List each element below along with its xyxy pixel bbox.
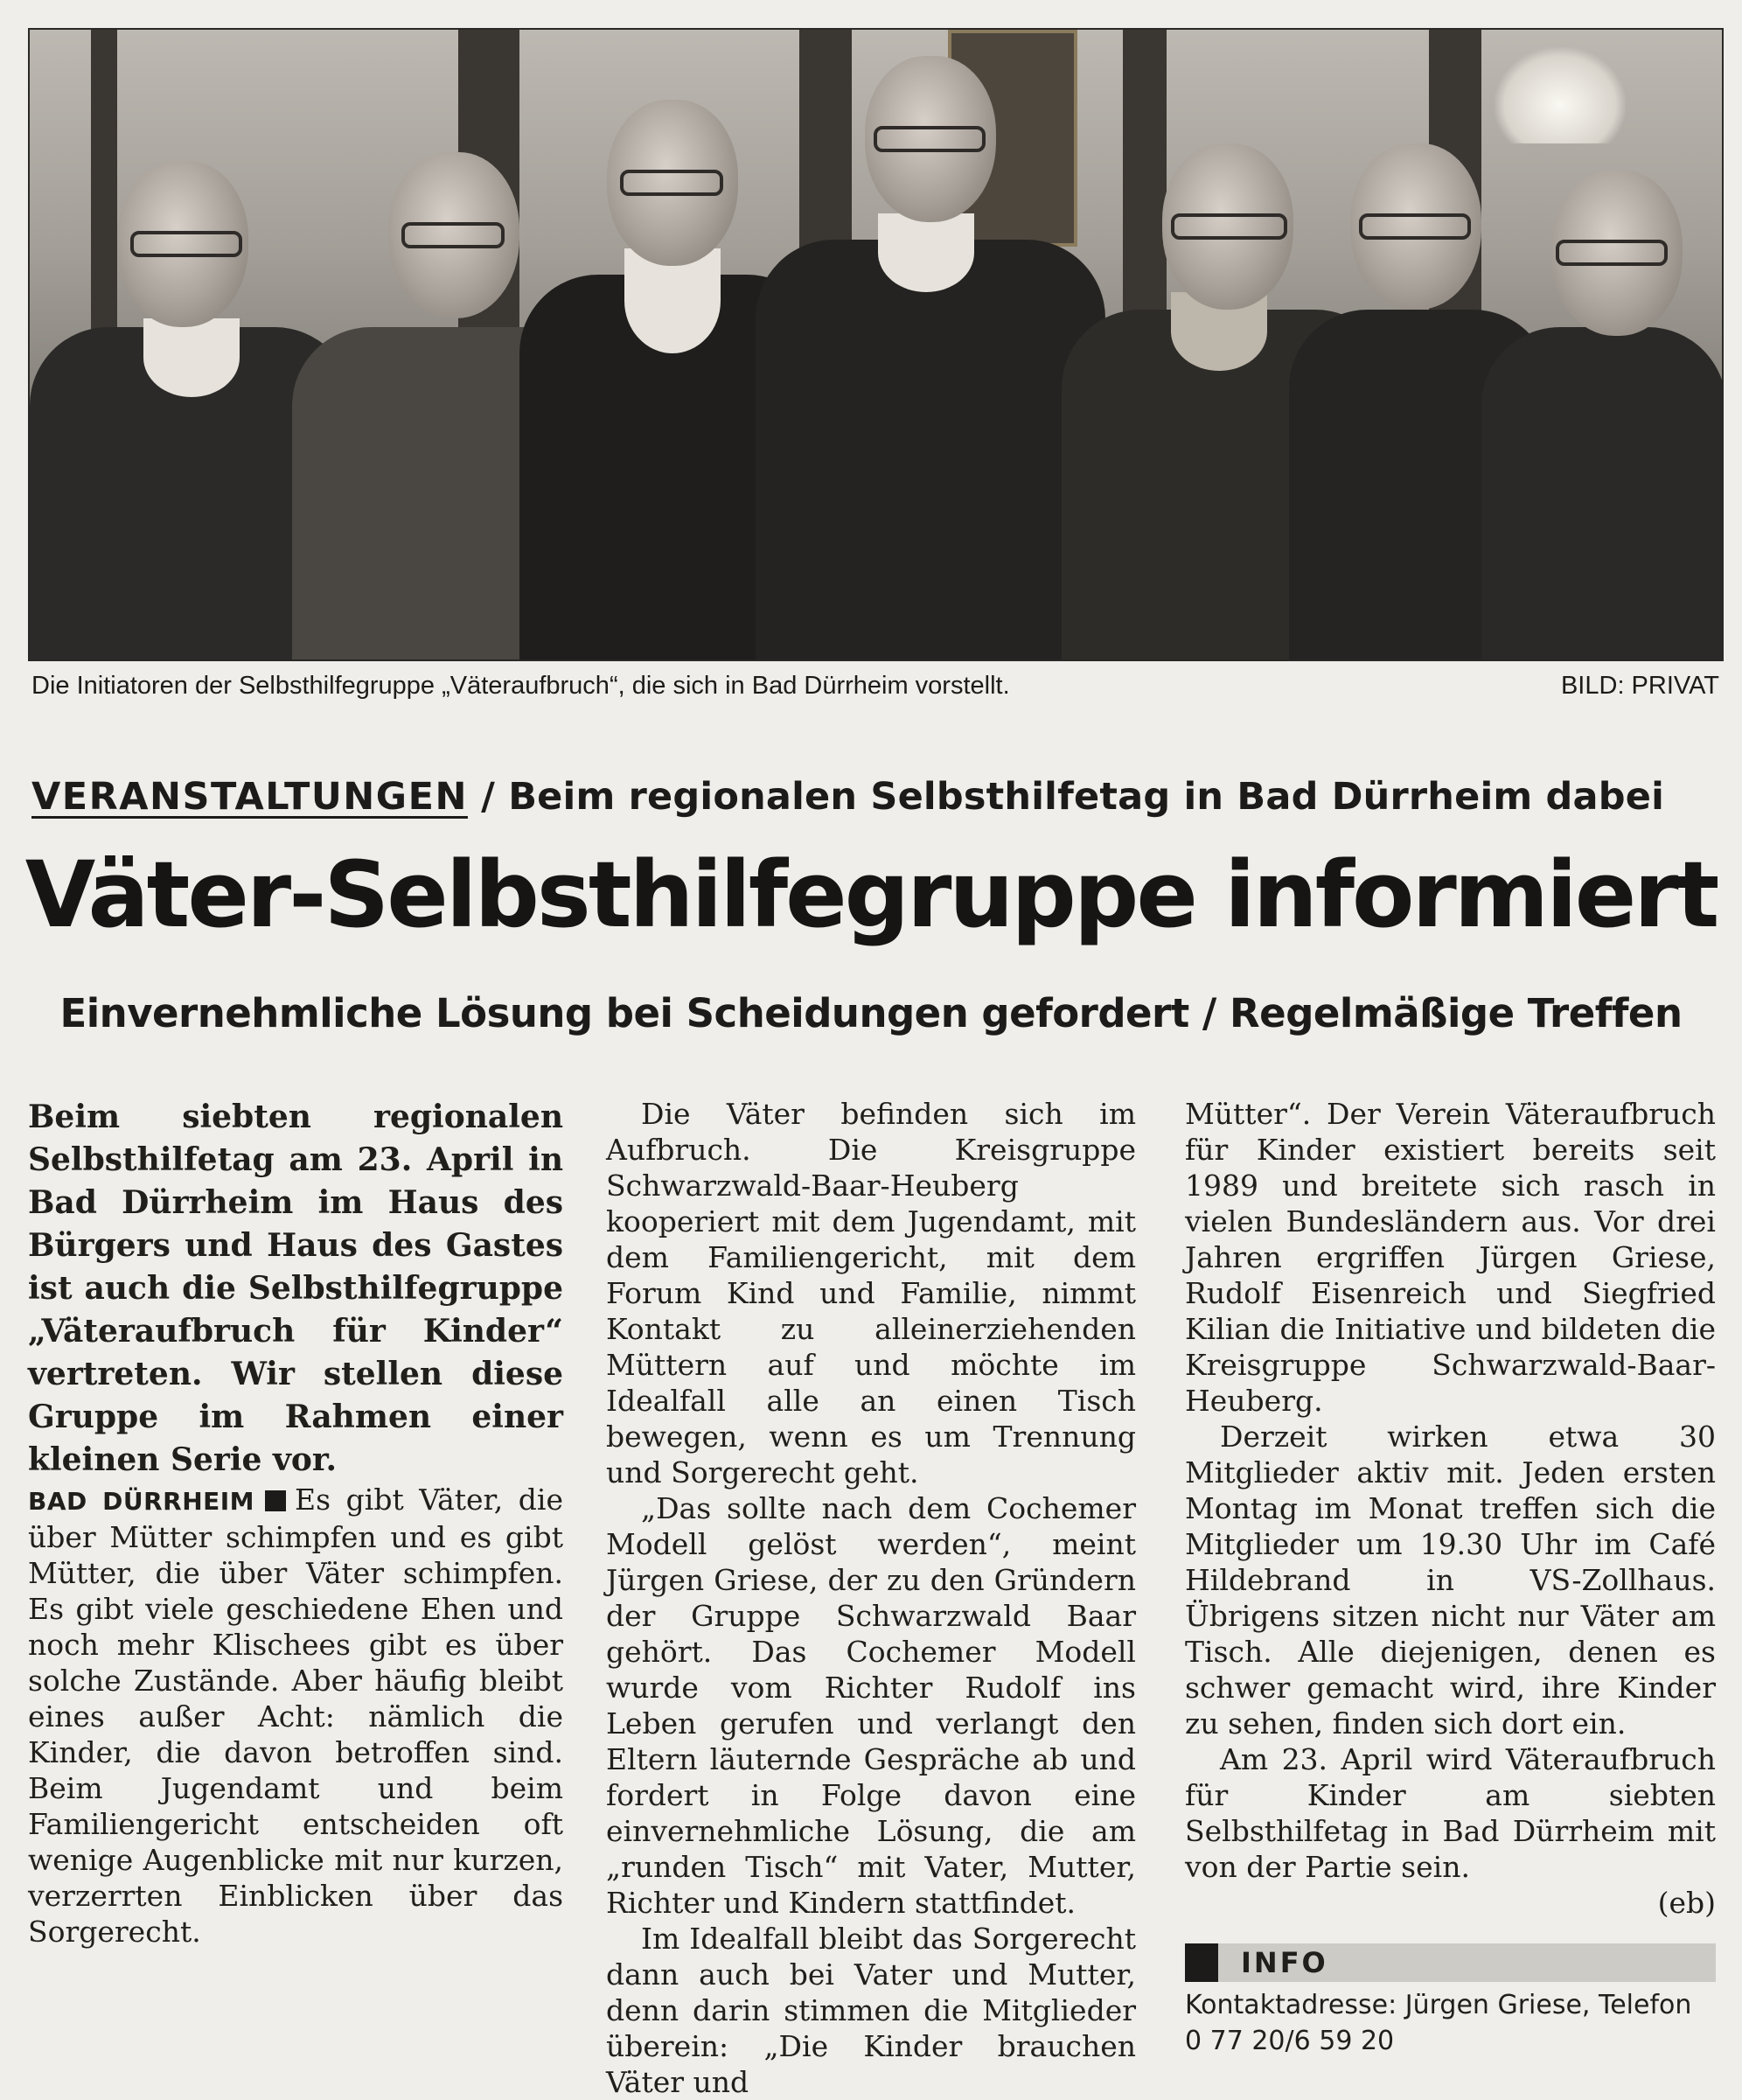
- paragraph: Derzeit wirken etwa 30 Mitglieder aktiv mit. Jeden ersten Montag im Monat treffen sich die Mitglieder um 19.30 Uhr im Café Hildebrand in VS-Zollhaus. Übrigens sitzen nicht nur Väter am Tisch. Alle diejenigen, denen es schwer gemacht wird, ihre Kinder zu sehen, finden sich dort ein.: [1185, 1420, 1716, 1741]
- column-1: [28, 1096, 563, 1950]
- paragraph: Mütter“. Der Verein Väteraufbruch für Kinder existiert bereits seit 1989 und breitete sich rasch in vielen Bundesländern aus. Vor drei Jahren ergriffen Jürgen Griese, Rudolf Eisenreich und Siegfried Kilian die Initiative und bildeten die Kreisgruppe Schwarzwald-Baar-Heuberg.: [1185, 1097, 1716, 1418]
- paragraph: Am 23. April wird Väteraufbruch für Kinder am siebten Selbsthilfetag in Bad Dürrheim mit von der Partie sein.: [1185, 1742, 1716, 1884]
- info-label: INFO: [1241, 1946, 1328, 1979]
- person: [756, 56, 1105, 659]
- square-bullet-icon: [265, 1490, 286, 1511]
- paragraph: Im Idealfall bleibt das Sorgerecht dann auch bei Vater und Mutter, denn darin stimmen die Mitglieder überein: „Die Kinder brauchen Väter und: [606, 1922, 1136, 2099]
- ceiling-lamp: [1495, 47, 1626, 143]
- column-2: [606, 1096, 1136, 2100]
- info-box-header: [1185, 1943, 1716, 1982]
- person: [1481, 170, 1724, 659]
- paragraph: [28, 1482, 563, 1950]
- paragraph: „Das sollte nach dem Cochemer Modell gelöst werden“, meint Jürgen Griese, der zu den Gründern der Gruppe Schwarzwald Baar gehört. Das Cochemer Modell wurde vom Richter Rudolf ins Leben gerufen und verlangt den Eltern läuternde Gespräche ab und fordert in Folge davon eine einvernehmliche Lösung, die am „runden Tisch“ mit Vater, Mutter, Richter und Kindern stattfindet.: [606, 1491, 1136, 1920]
- photo-caption-row: [31, 672, 1719, 707]
- kicker-text: / Beim regionalen Selbsthilfetag in Bad Dürrheim dabei: [467, 775, 1665, 819]
- paragraph-text: Es gibt Väter, die über Mütter schimpfen und es gibt Mütter, die über Väter schimpfen. Es gibt viele geschiedene Ehen und noch mehr Klischees gibt es über solche Zustände. Aber häufig bleibt eines außer Acht: nämlich die Kinder, die davon betroffen sind. Beim Jugendamt und beim Familiengericht entscheiden oft wenige Augenblicke mit nur kurzen, verzerrten Einblicken über das Sorgerecht.: [28, 1483, 563, 1949]
- kicker-line: [31, 775, 1719, 819]
- group-photo: [28, 28, 1724, 661]
- dateline: BAD DÜRRHEIM: [28, 1487, 255, 1516]
- paragraph: Die Väter befinden sich im Aufbruch. Die Kreisgruppe Schwarzwald-Baar-Heuberg kooperiert mit dem Jugendamt, mit dem Familiengericht, mit dem Forum Kind und Familie, nimmt Kontakt zu alleinerziehenden Müttern auf und möchte im Idealfall alle an einen Tisch bewegen, wenn es um Trennung und Sorgerecht geht.: [606, 1097, 1136, 1490]
- subheadline: Einvernehmliche Lösung bei Scheidungen gefordert / Regelmäßige Treffen: [59, 990, 1683, 1036]
- lead-paragraph: Beim siebten regionalen Selbsthilfetag am 23. April in Bad Dürrheim im Haus des Bürgers und Haus des Gastes ist auch die Selbsthilfegruppe „Väteraufbruch für Kinder“ vertreten. Wir stellen diese Gruppe im Rahmen einer kleinen Serie vor.: [28, 1099, 563, 1478]
- photo-caption: Die Initiatoren der Selbsthilfegruppe „Väteraufbruch“, die sich in Bad Dürrheim vorstellt.: [31, 672, 1010, 700]
- contact-info: Kontaktadresse: Jürgen Griese, Telefon 0 77 20/6 59 20: [1185, 1990, 1692, 2056]
- headline: Väter-Selbsthilfegruppe informiert: [24, 841, 1718, 948]
- author-signature: (eb): [1657, 1886, 1716, 1920]
- column-3: [1185, 1096, 1716, 2059]
- info-square-icon: [1185, 1943, 1218, 1982]
- section-label: VERANSTALTUNGEN: [31, 775, 468, 819]
- photo-credit: BILD: PRIVAT: [1560, 672, 1719, 700]
